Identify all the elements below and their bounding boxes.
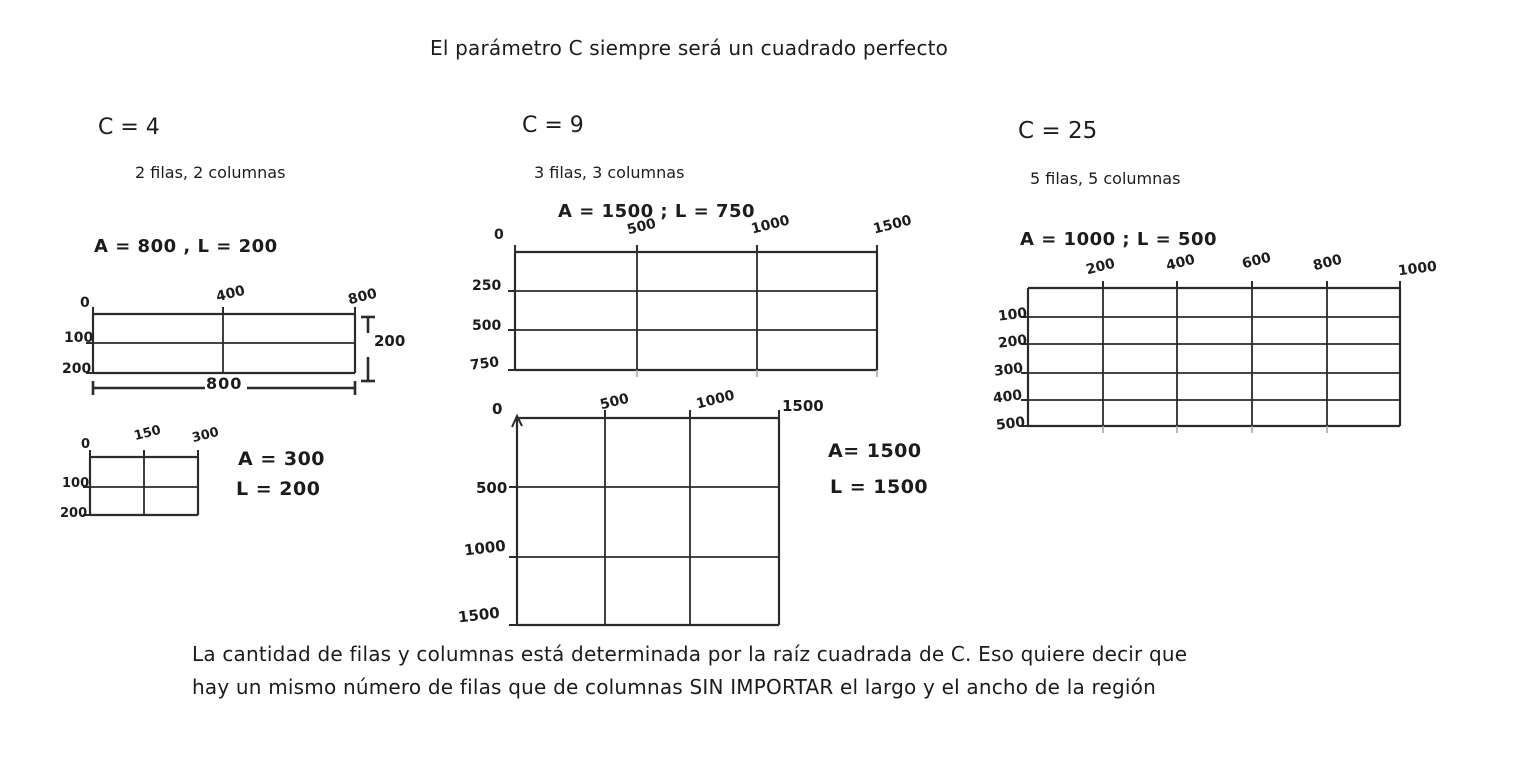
x-tick-label: 1000 — [749, 212, 792, 238]
grid-annotation: A= 1500 — [828, 440, 922, 462]
x-tick-label: 500 — [625, 215, 658, 239]
y-tick-label: 300 — [993, 360, 1025, 380]
x-tick-label: 200 — [1084, 255, 1117, 279]
footnote-line-2: hay un mismo número de filas que de columnas SIN IMPORTAR el largo y el ancho de la región — [192, 675, 1156, 699]
x-tick-label: 1000 — [1397, 258, 1438, 280]
x-tick-label: 400 — [1164, 251, 1197, 275]
x-tick-label: 500 — [598, 390, 631, 414]
x-tick-label: 300 — [190, 424, 221, 447]
y-tick-label: 100 — [997, 305, 1029, 325]
section-c4-heading: C = 4 — [98, 115, 160, 140]
section-c4-subtitle: 2 filas, 2 columnas — [135, 163, 286, 182]
grid-c9-wide — [505, 242, 890, 384]
y-tick-label: 200 — [60, 506, 88, 521]
section-c4-params: A = 800 , L = 200 — [94, 236, 278, 257]
y-tick-label: 1000 — [463, 536, 507, 560]
grid-c4-small — [80, 447, 210, 527]
y-tick-label: 750 — [469, 354, 501, 374]
y-tick-label: 200 — [997, 332, 1029, 352]
x-tick-label: 1500 — [782, 397, 824, 415]
grid-annotation: L = 1500 — [830, 476, 929, 498]
section-c9-subtitle: 3 filas, 3 columnas — [534, 163, 685, 182]
grid-annotation: L = 200 — [236, 478, 321, 500]
x-tick-label: 0 — [81, 437, 91, 452]
width-dimension-label: 800 — [206, 374, 243, 393]
footnote-line-1: La cantidad de filas y columnas está determinada por la raíz cuadrada de C. Eso quiere decir que — [192, 642, 1188, 666]
y-tick-label: 500 — [995, 414, 1027, 434]
section-c9-params: A = 1500 ; L = 750 — [558, 201, 756, 222]
height-dimension-label: 200 — [374, 332, 406, 350]
y-tick-label: 200 — [62, 361, 92, 377]
y-tick-label: 250 — [472, 278, 502, 294]
x-tick-label: 1500 — [871, 212, 914, 238]
section-c9-heading: C = 9 — [522, 113, 584, 138]
grid-c25 — [1018, 278, 1413, 440]
y-tick-label: 400 — [992, 387, 1024, 407]
x-tick-label: 800 — [1311, 251, 1344, 275]
y-tick-label: 100 — [64, 330, 94, 346]
section-c25-params: A = 1000 ; L = 500 — [1020, 229, 1218, 250]
grid-c9-square — [505, 406, 795, 638]
y-tick-label: 1500 — [457, 603, 501, 627]
x-tick-label: 150 — [132, 422, 163, 445]
x-tick-label: 1000 — [694, 387, 737, 413]
x-tick-label: 600 — [1240, 249, 1273, 273]
y-tick-label: 500 — [476, 479, 508, 497]
y-tick-label: 100 — [62, 476, 90, 491]
x-tick-label: 0 — [80, 295, 90, 311]
page-title: El parámetro C siempre será un cuadrado perfecto — [430, 36, 949, 60]
section-c25-heading: C = 25 — [1018, 118, 1098, 144]
grid-annotation: A = 300 — [238, 448, 326, 470]
x-tick-label: 0 — [494, 227, 504, 243]
x-tick-label: 400 — [214, 282, 247, 306]
section-c25-subtitle: 5 filas, 5 columnas — [1030, 169, 1181, 188]
x-tick-label: 800 — [346, 285, 379, 309]
y-tick-label: 500 — [472, 318, 502, 334]
x-tick-label: 0 — [492, 400, 503, 418]
